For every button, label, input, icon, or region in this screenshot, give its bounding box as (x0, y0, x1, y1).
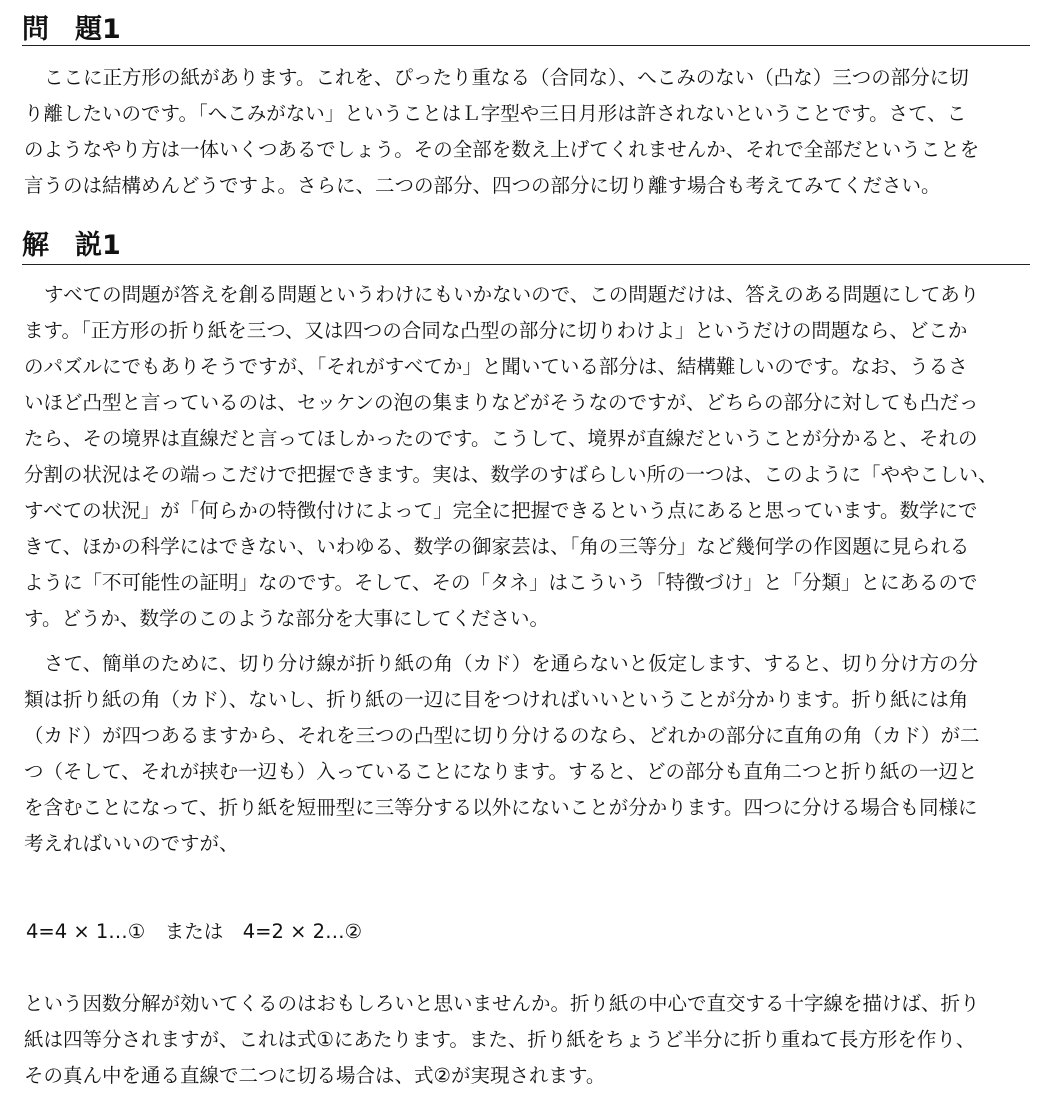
explanation-p2-line-1: さて、簡単のために、切り分け線が折り紙の角（カド）を通らないと仮定します、すると、切り分け方の分 (44, 652, 979, 675)
explanation-p1-line-4: いほど凸型と言っているのは、セッケンの泡の集まりなどがそうなのですが、どちらの部分に対しても凸だっ (24, 391, 979, 414)
explanation-p1-line-6: 分割の状況はその端っこだけで把握できます。実は、数学のすばらしい所の一つは、このように「ややこしい、 (24, 463, 998, 486)
factorization-formula: 4=4 × 1…① または 4=2 × 2…② (26, 920, 363, 943)
explanation-p1-line-10: す。どうか、数学のこのような部分を大事にしてください。 (24, 607, 549, 630)
problem-heading (22, 14, 121, 46)
problem-line-4: 言うのは結構めんどうですよ。さらに、二つの部分、四つの部分に切り離す場合も考えてみてください。 (24, 174, 941, 197)
explanation-p2-line-5: を含むことになって、折り紙を短冊型に三等分する以外にないことが分かります。四つに分ける場合も同様に (24, 796, 978, 819)
explanation-heading-char-2: 説1 (75, 230, 121, 261)
explanation-p1-line-3: のパズルにでもありそうですが、「それがすべてか」と聞いている部分は、結構難しいのです。なお、うるさ (24, 355, 968, 378)
problem-heading-char-1: 問 (22, 14, 49, 45)
explanation-heading-rule (22, 264, 1030, 265)
explanation-p2-line-4: つ（そして、それが挟む一辺も）入っていることになります。すると、どの部分も直角二つと折り紙の一辺と (24, 760, 978, 783)
explanation-p2-line-6: 考えればいいのですが、 (24, 832, 239, 855)
explanation-heading (22, 230, 121, 262)
explanation-p1-line-5: たら、その境界は直線だと言ってほしかったのです。こうして、境界が直線だということが分かると、それの (24, 427, 978, 450)
explanation-p3-line-2: 紙は四等分されますが、これは式①にあたります。また、折り紙をちょうど半分に折り重ねて長方形を作り、 (24, 1028, 976, 1051)
explanation-p2-line-3: （カド）が四つあるますから、それを三つの凸型に切り分けるのなら、どれかの部分に直角の角（カド）が二 (24, 724, 980, 747)
problem-line-2: り離したいのです。「へこみがない」ということはＬ字型や三日月形は許されないということです。さて、こ (24, 102, 967, 125)
problem-line-3: のようなやり方は一体いくつあるでしょう。その全部を数え上げてくれませんか、それで全部だということを (24, 138, 980, 161)
problem-heading-char-2: 題1 (75, 14, 121, 45)
explanation-p3-line-3: その真ん中を通る直線で二つに切る場合は、式②が実現されます。 (24, 1064, 606, 1087)
explanation-heading-char-1: 解 (22, 230, 49, 261)
problem-heading-rule (22, 45, 1030, 46)
explanation-p3-line-1: という因数分解が効いてくるのはおもしろいと思いませんか。折り紙の中心で直交する十字線を描けば、折り (24, 992, 980, 1015)
explanation-p1-line-2: ます。「正方形の折り紙を三つ、又は四つの合同な凸型の部分に切りわけよ」というだけの問題なら、どこか (24, 319, 968, 342)
explanation-p2-line-2: 類は折り紙の角（カド）、ないし、折り紙の一辺に目をつければいいということが分かります。折り紙には角 (24, 688, 969, 711)
problem-line-1: ここに正方形の紙があります。これを、ぴったり重なる（合同な）、へこみのない（凸な）三つの部分に切 (44, 66, 969, 89)
explanation-p1-line-9: ように「不可能性の証明」なのです。そして、その「タネ」はこういう「特徴づけ」と「分類」とにあるので (24, 571, 978, 594)
explanation-p1-line-1: すべての問題が答えを創る問題というわけにもいかないので、この問題だけは、答えのある問題にしてあり (44, 283, 980, 306)
explanation-p1-line-7: すべての状況」が「何らかの特徴付けによって」完全に把握できるという点にあると思っています。数学にで (24, 499, 978, 522)
explanation-p1-line-8: きて、ほかの科学にはできない、いわゆる、数学の御家芸は、「角の三等分」など幾何学の作図題に見られる (24, 535, 970, 558)
